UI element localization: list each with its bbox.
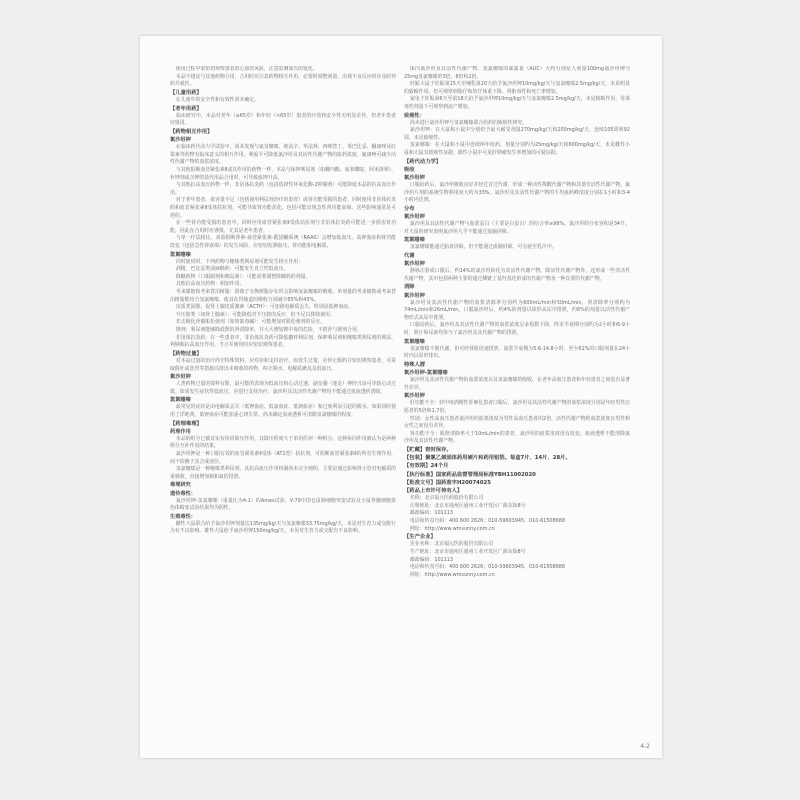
section-heading: 【贮藏】密封保存。 <box>404 446 452 453</box>
section-heading: 吸收 <box>404 166 415 173</box>
subsection-heading: 氯沙坦钾-氢氯噻嗪 <box>404 370 448 377</box>
paragraph: 氯沙坦及其活性代谢产物的血浆浓度以及氢氯噻嗪的吸收，在老年高血压患者和年轻患者之间没有显著性差异。 <box>404 377 630 391</box>
section-heading: 【老年用药】 <box>170 105 202 112</box>
paragraph: 家兔于妊娠第6天至第18天给予氯沙坦钾10mg/kg/天与氢氯噻嗪2.5mg/kg/天，未见致畸作用，母体毒性剂量下可观察到流产增加。 <box>404 96 630 110</box>
paragraph: 酒精、巴比妥类或麻醉药：可能发生直立性低血压。 <box>175 266 289 273</box>
paragraph: 同时使用时，下列药物与噻嗪类利尿剂可能发生相互作用： <box>175 258 304 265</box>
subsection-heading: 氯沙坦钾 <box>170 137 191 144</box>
section-heading: 【包装】聚氯乙烯固体药用硬片和药用铝箔。每盒7片、14片、28片。 <box>404 455 571 462</box>
paragraph: 对于老年患者、血容量不足（包括使用利尿剂治疗的患者）或肾功能受损的患者，同时使用非甾体抗炎药和血管紧张素Ⅱ受体拮抗剂，可能导致肾功能恶化，包括可能出现急性肾功能衰竭，这些影响通常是可逆的。 <box>170 197 396 219</box>
paragraph: 氯沙坦钾是一种口服有效的血管紧张素Ⅱ受体（AT1型）拮抗剂，可阻断血管紧张素Ⅱ的所有生理作用，而不依赖于其合成途径。 <box>170 451 396 465</box>
paragraph: 邮政编码：101113 <box>409 556 453 563</box>
paragraph: 本品不建议与其他药物合用，合用时应注意药物相互作用，必要时调整剂量，出现不良反应时应及时停药并就医。 <box>170 73 396 88</box>
paragraph: 锂剂：利尿剂能够降低锂的肾清除率，并大大增加锂中毒的危险，不推荐与锂剂合用。 <box>175 326 362 333</box>
section-heading: 【药物相互作用】 <box>170 128 213 135</box>
paragraph: 在儿童中的安全性和有效性尚未确定。 <box>175 96 260 103</box>
section-heading: 【儿童用药】 <box>170 89 202 96</box>
paragraph: 临床研究中，本品对老年（≥65岁）和年轻（<65岁）患者的疗效和安全性无明显差异，但老年患者应慎用。 <box>170 112 396 127</box>
paragraph: 电话和传真号码：400 600 2626；010-59603945，010-61508688 <box>409 564 565 571</box>
paragraph: 氢氯噻嗪是一种噻嗪类利尿剂，其抗高血压作用机制尚未完全阐明，主要是通过影响肾小管对电解质的重吸收，直接增加钠和氯的排泄。 <box>170 466 396 480</box>
subsection-heading: 药理作用 <box>170 428 191 435</box>
section-heading: 【执行标准】国家药品监督管理局标准YBH11002020 <box>404 471 536 478</box>
section-heading: 分布 <box>404 205 415 212</box>
section-heading: 【生产企业】 <box>404 534 436 541</box>
subsection-heading: 氢氯噻嗪 <box>170 397 191 404</box>
paragraph: 氯沙坦钾：在大鼠和小鼠中分别给予最大耐受剂量270mg/kg/天和200mg/kg/天，连续105周和92周，未见致癌性。 <box>404 127 630 141</box>
paragraph: 肾功能不全：肌酐清除率大于10mL/min的患者，氯沙坦的血浆浓度没有改变。血液透析不能清除氯沙坦及其活性代谢产物。 <box>404 430 630 445</box>
section-heading: 【药物过量】 <box>170 350 202 357</box>
subsection-heading: 氯沙坦钾 <box>170 374 191 381</box>
section-heading: 代谢 <box>404 252 415 259</box>
paragraph: 氢氯噻嗪不被代谢，但可经肾脏迅速排泄。血浆半衰期为5.6-14.8小时，至少61%的口服剂量在24小时内以原形排出。 <box>404 345 630 360</box>
paragraph: 名称：北京福元医药股份有限公司 <box>409 495 484 502</box>
section-heading: 【药代动力学】 <box>404 158 442 165</box>
paragraph: 与其他阻断血管紧张素Ⅱ或其作用的药物一样，本品与保钾利尿剂（如螺内酯、氨苯蝶啶、阿米洛利）、补钾剂或含钾的盐代用品合用时，可导致血钾升高。 <box>170 167 396 181</box>
paragraph: 升压胺类（如肾上腺素）：可能降低对升压胺的反应，但不足以排除使用。 <box>175 311 335 318</box>
subsection-heading: 氯沙坦钾 <box>404 214 425 221</box>
page-number: 4-2 <box>640 743 650 750</box>
paragraph: 与其他抗高血压药物一样，非甾体抗炎药（包括选择性环氧化酶-2抑制剂）可能降低本品的抗高血压作用。 <box>170 182 396 196</box>
left-text-column <box>170 66 396 744</box>
paragraph: 注册地址：北京市通州区通州工业开发区广源东街8号 <box>409 502 526 509</box>
paragraph: 非甾体抗炎药：在一些患者中，非甾体抗炎药可降低髓袢利尿剂、保钾利尿剂和噻嗪类利尿剂的利尿、利钠和抗高血压作用，当合并使用时应密切观察患者。 <box>170 334 396 349</box>
subsection-heading: 氯沙坦钾 <box>404 292 425 299</box>
paragraph: 与单一疗法相比，双重阻断肾素-血管紧张素-醛固酮系统（RAAS）会增加低血压、高钾血症和肾功能改变（包括急性肾衰竭）的发生风险，应密切监测血压、肾功能和电解质。 <box>170 235 396 249</box>
subsection-heading: 氢氯噻嗪 <box>404 338 425 345</box>
paragraph: 氢氯噻嗪能通过胎盘屏障，但不能通过血脑屏障，可分泌至乳汁中。 <box>409 244 557 251</box>
paragraph: 非去极化骨骼肌松弛剂（如筒箭毒碱）：可能增加对肌松弛剂的反应。 <box>175 319 326 326</box>
right-text-column <box>404 66 630 744</box>
paragraph: 本品的组分已被证实有协同降压作用，其降压程度大于单用任何一种组分。这种协同作用被认为是两种组分互补作用的结果。 <box>170 435 396 450</box>
paragraph: 最常见的症状是由电解质丢失（低钾血症、低氯血症、低钠血症）和过度利尿引起的脱水。如果同时使用了洋地黄，低钾血症可能加重心律失常。尚未确定血液透析可清除氢氯噻嗪的程度。 <box>170 404 396 419</box>
subsection-heading: 氢氯噻嗪 <box>404 237 425 244</box>
section-heading: 消除 <box>404 284 415 291</box>
paragraph: 氯沙坦及其活性代谢产物的血浆清除率分别约为600mL/min和50mL/min，肾清除率分别约为74mL/min和26mL/min。口服氯沙坦后，约4%的剂量以原形从尿中排泄，约6%的剂量以活性代谢产物形式从尿中排泄。 <box>404 299 630 321</box>
paragraph: 人类药物过量的资料有限，最可能的表现为低血压和心动过速，副交感（迷走）神经兴奋可导致心动过缓。如果发生症状性低血压，应进行支持治疗。氯沙坦及其活性代谢产物均不能通过血液透析清除。 <box>170 381 396 395</box>
paragraph: 尚未进行氯沙坦钾与氢氯噻嗪联合给药的致癌性研究。 <box>409 119 528 126</box>
section-heading: 【有效期】24个月 <box>404 463 449 470</box>
subsection-heading: 氢氯噻嗪 <box>170 251 191 258</box>
section-heading: 特殊人群 <box>404 361 426 368</box>
subsection-heading: 氯沙坦钾 <box>404 393 425 400</box>
paragraph: 在一些肾功能受损的患者中，同时应用血管紧张素Ⅱ受体拮抗剂与非甾体抗炎药可能进一步损害肾功能，因此在合用时应谨慎，尤其是老年患者。 <box>170 220 396 234</box>
paragraph: 雌性大鼠联合给予氯沙坦钾剂量达135mg/kg/天与氢氯噻嗪33.75mg/kg/天，未见对生育力或交配行为有不良影响。雄性大鼠给予氯沙坦钾150mg/kg/天，未见对生育力或交配有不良影响。 <box>170 520 396 535</box>
paragraph: 对本品过量的治疗尚无特殊资料，应对症和支持治疗。如发生过量，应停止服药并密切观察患者，可采取催吐或洗胃等措施以排出未吸收的药物，纠正脱水、电解质紊乱及低血压。 <box>170 357 396 372</box>
paragraph: 使用过程中需密切观察患者的心血管风险，注意监测血压的变化。 <box>175 66 318 72</box>
paragraph: 在临床药代动力学试验中，尚未发现与氯氢噻嗪、地高辛、华法林、西咪替丁、苯巴比妥、酮康唑及红霉素等药物有临床意义的相互作用。利福平可降低氯沙坦及其活性代谢产物的血药浓度，氟康唑可减少活性代谢产物的血浆浓度。 <box>170 144 396 166</box>
paragraph: 氯沙坦及其活性代谢产物与血浆蛋白（主要是白蛋白）的结合率≥99%。氯沙坦的分布容积是34升。对大鼠的研究表明氯沙坦几乎不能通过血脑屏障。 <box>404 221 630 235</box>
paragraph: 企业名称：北京福元医药股份有限公司 <box>409 541 494 548</box>
section-heading: 【批准文号】国药准字H20074025 <box>404 479 491 486</box>
paragraph: 静脉注射或口服后，约14%的氯沙坦转化为其活性代谢产物。除活性代谢产物外，还形成一些非活性代谢产物，其中包括两种主要的通过侧链丁基羟基化形成的代谢产物及一种次要的代谢产物。 <box>404 268 630 282</box>
subsection-heading: 毒理研究 <box>170 482 191 489</box>
paragraph: 降糖药物（口服制剂和胰岛素）：可能需要调整降糖药的剂量。 <box>175 273 311 280</box>
paragraph: 口服给药后，氯沙坦及其活性代谢产物的血浆浓度呈多指数下降，终末半衰期分别约为2小时和6-9小时，胆汁和尿液均参与了氯沙坦及其代谢产物的排泄。 <box>404 322 630 337</box>
paragraph: 性别：女性高血压患者氯沙坦的血浆浓度为男性高血压患者的2倍，活性代谢产物的血浆浓度在男性和女性之间没有差异。 <box>404 415 630 430</box>
subsection-heading: 氯沙坦钾 <box>404 175 425 181</box>
paragraph: 网址：http://www.wmsunny.com.cn <box>409 525 495 532</box>
paragraph: 邮政编码：101113 <box>409 510 453 517</box>
paragraph: 考来烯胺和考来替泊树脂：阴离子交换树脂存在时会影响氢氯噻嗪的吸收，单剂量的考来烯胺或考来替泊树脂能结合氢氯噻嗪，使其在胃肠道的吸收分别减少85%和43%。 <box>170 288 396 303</box>
paragraph: 其他抗高血压药物：相加作用。 <box>175 281 245 288</box>
section-heading: 【药品上市许可持有人】 <box>404 487 463 494</box>
subsection-heading: 氯沙坦钾 <box>404 261 425 268</box>
paragraph: 电话和传真号码：400 600 2626；010-59603945，010-61508688 <box>409 517 565 524</box>
subsection-heading: 生殖毒性： <box>170 513 196 520</box>
paragraph: 网址：http://www.wmsunny.com.cn <box>409 571 495 578</box>
paragraph: 妊娠大鼠于妊娠第15天至哺乳第20天给予氯沙坦钾10mg/kg/天与氢氯噻嗪2.5mg/kg/天，未见明显的致畸作用，但可观察到胎仔和幼仔体重下降、肾脏毒性和死亡率增加。 <box>404 81 630 95</box>
paragraph: 氯沙坦钾-氢氯噻嗪（重量比为4:1）的Ames试验、V-79中国仓鼠肺细胞突变试验及小鼠骨髓细胞染色体畸变试验结果均为阴性。 <box>170 497 396 512</box>
paragraph: 体内氯沙坦及其活性代谢产物、氢氯噻嗪的暴露量（AUC）大约分别是人剂量100mg氯沙坦钾与25mg氢氯噻嗪的3倍、6倍和2倍。 <box>404 66 630 80</box>
paragraph: 肝功能不全：轻中度酒精性肝硬化患者口服后，氯沙坦及其活性代谢产物的血浆浓度分别是年轻男性志愿者的5倍和1.7倍。 <box>404 400 630 414</box>
subsection-heading: 遗传毒性： <box>170 490 196 497</box>
leaflet-sheet <box>140 36 662 758</box>
section-heading: 【药理毒理】 <box>170 420 202 427</box>
paragraph: 生产地址：北京市通州区通州工业开发区广源东街8号 <box>409 548 526 555</box>
paragraph: 氢氯噻嗪：在大鼠和小鼠中连续两年给药，剂量分别约为25mg/kg/天和600mg/kg/天，未见雌性小鼠和大鼠有致癌性证据，雄性小鼠中可见肝肿瘤发生率增加的可疑证据。 <box>404 142 630 156</box>
subsection-heading: 致癌性： <box>404 112 425 119</box>
paragraph: 口服给药后，氯沙坦吸收良好并经过首过代谢，形成一种活性羧酸代谢产物和其他非活性代谢产物。氯沙坦片剂的系统生物利用度大约为33%。氯沙坦及其活性代谢产物的平均血药峰浓度分别在1小时和3-4小时内达到。 <box>404 182 630 204</box>
paragraph: 皮质类固醇、促肾上腺皮质激素（ACTH）：可加剧电解质丢失，特别是低钾血症。 <box>175 304 354 311</box>
